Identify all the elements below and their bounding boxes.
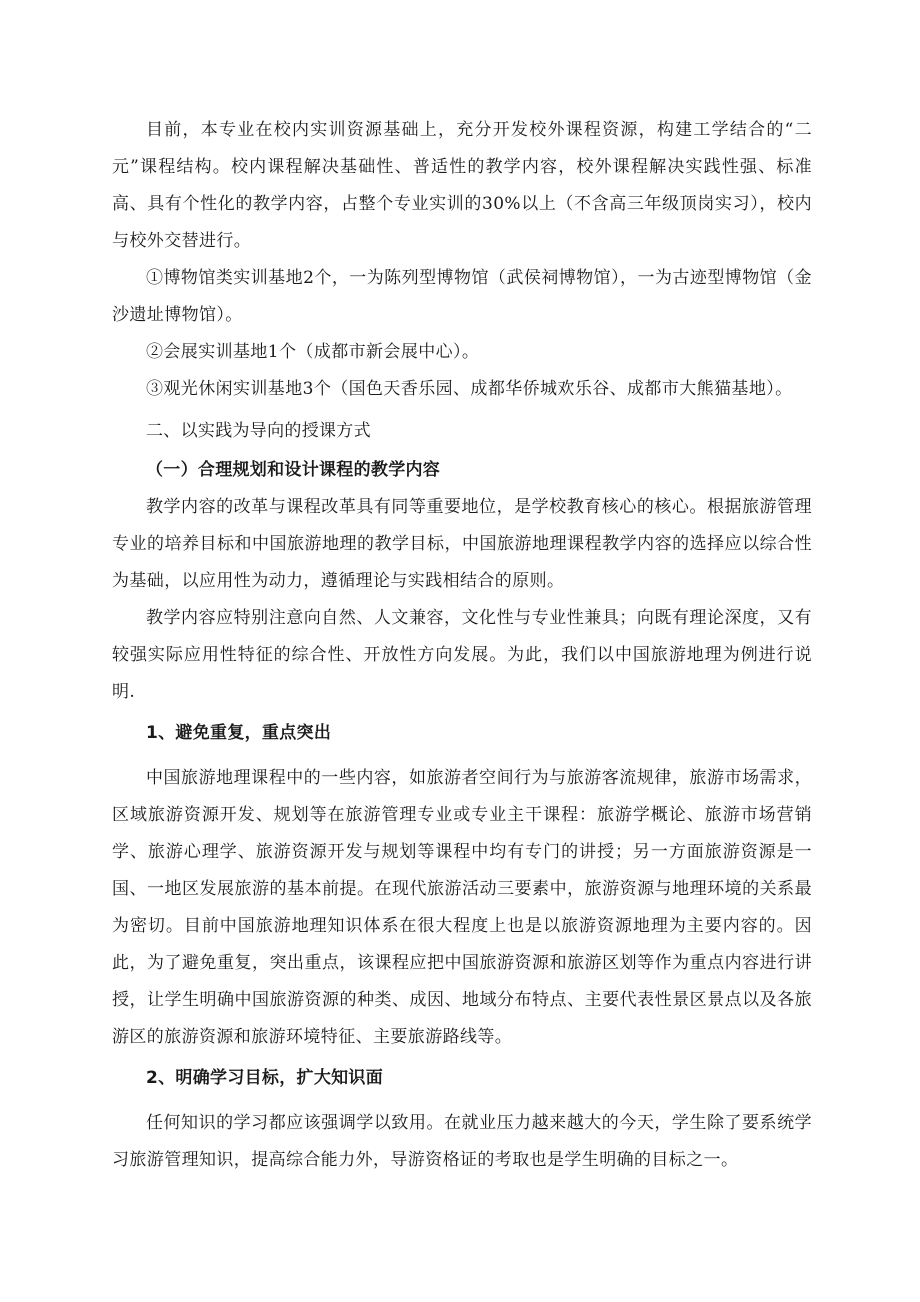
item-heading-2: 2、明确学习目标，扩大知识面 — [146, 1068, 384, 1088]
paragraph-teaching-content-reform: 教学内容的改革与课程改革具有同等重要地位，是学校教育核心的核心。根据旅游管理专业的培养目标和中国旅游地理的教学目标，中国旅游地理课程教学内容的选择应以综合性为基础，以应用性为动力，遵循理论与实践相结合的原则。 — [112, 497, 812, 591]
paragraph-museum-bases: ①博物馆类实训基地2个，一为陈列型博物馆（武侯祠博物馆），一为古迹型博物馆（金沙遗址博物馆）。 — [112, 268, 812, 325]
document-page — [112, 112, 812, 1179]
paragraph-curriculum-structure: 目前，本专业在校内实训资源基础上，充分开发校外课程资源，构建工学结合的“二元”课程结构。校内课程解决基础性、普适性的教学内容，校外课程解决实践性强、标准高、具有个性化的教学内容，占整个专业实训的30%以上（不含高三年级顶岗实习），校内与校外交替进行。 — [112, 120, 812, 251]
paragraph-exhibition-base: ②会展实训基地1个（成都市新会展中心）。 — [146, 342, 480, 362]
item-heading-1: 1、避免重复，重点突出 — [146, 723, 332, 743]
paragraph-item-1: 中国旅游地理课程中的一些内容，如旅游者空间行为与旅游客流规律，旅游市场需求，区域旅游资源开发、规划等在旅游管理专业或专业主干课程：旅游学概论、旅游市场营销学、旅游心理学、旅游资源开发与规划等课程中均有专门的讲授；另一方面旅游资源是一国、一地区发展旅游的基本前提。在现代旅游活动三要素中，旅游资源与地理环境的关系最为密切。目前中国旅游地理知识体系在很大程度上也是以旅游资源地理为主要内容的。因此，为了避免重复，突出重点，该课程应把中国旅游资源和旅游区划等作为重点内容进行讲授，让学生明确中国旅游资源的种类、成因、地域分布特点、主要代表性景区景点以及各旅游区的旅游资源和旅游环境特征、主要旅游路线等。 — [112, 768, 812, 1047]
section-heading-2: 二、以实践为导向的授课方式 — [146, 421, 371, 441]
paragraph-leisure-bases: ③观光休闲实训基地3个（国色天香乐园、成都华侨城欢乐谷、成都市大熊猫基地）。 — [146, 379, 793, 399]
paragraph-item-2: 任何知识的学习都应该强调学以致用。在就业压力越来越大的今天，学生除了要系统学习旅游管理知识，提高综合能力外，导游资格证的考取也是学生明确的目标之一。 — [112, 1113, 812, 1170]
paragraph-teaching-content-direction: 教学内容应特别注意向自然、人文兼容，文化性与专业性兼具；向既有理论深度，又有较强实际应用性特征的综合性、开放性方向发展。为此，我们以中国旅游地理为例进行说明. — [112, 608, 812, 702]
subsection-heading-2-1: （一）合理规划和设计课程的教学内容 — [146, 460, 441, 480]
